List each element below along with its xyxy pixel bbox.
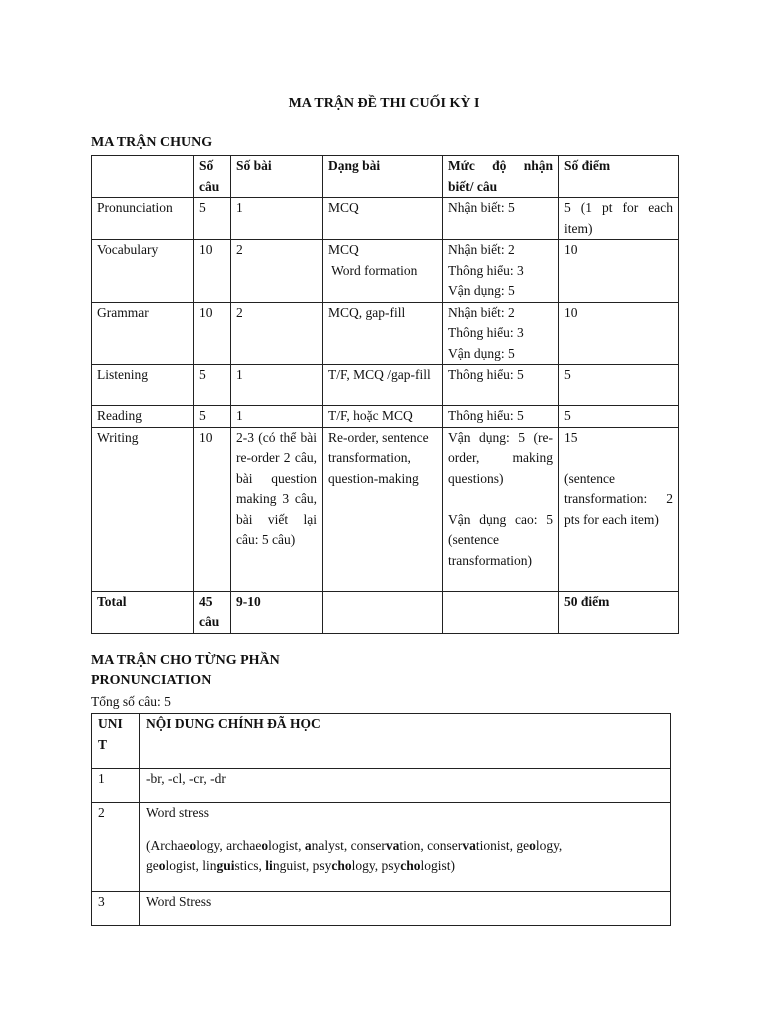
cell-so-bai: 2 [231, 302, 323, 365]
stressed-syllable: li [265, 858, 273, 873]
header-cell-content: NỘI DUNG CHÍNH ĐÃ HỌC [140, 714, 671, 769]
cell-unit: 3 [92, 892, 140, 926]
table-row-total [92, 591, 679, 633]
table-row [92, 365, 679, 406]
cell-muc-do [443, 591, 559, 633]
header-cell-muc-do: Mức độ nhận biết/ câu [443, 156, 559, 198]
header-unit-line: T [98, 736, 108, 752]
cell-dang-bai [323, 198, 443, 240]
stressed-syllable: a [304, 837, 312, 853]
general-matrix-table [91, 155, 679, 634]
cell-muc-do [443, 406, 559, 428]
cell-line: Nhận biết: 5 [448, 200, 515, 215]
cell-so-cau: 45 câu [194, 591, 231, 633]
section-heading-per-part: MA TRẬN CHO TỪNG PHẦN [91, 653, 280, 668]
stressed-syllable: o [261, 837, 269, 853]
cell-line: Thông hiểu: 5 [448, 408, 524, 423]
table-row [92, 302, 679, 365]
table-header-row [92, 156, 679, 198]
cell-line: Thông hiểu: 5 [448, 367, 524, 382]
word-fragment: logist, [268, 837, 305, 853]
cell-line: Vận dụng: 5 [448, 345, 515, 361]
word-fragment: tion, conser [399, 837, 463, 853]
stressed-syllable: o [529, 837, 536, 853]
header-cell-skill [92, 156, 194, 198]
cell-muc-do [443, 427, 559, 591]
section-heading-general-matrix: MA TRẬN CHUNG [91, 135, 213, 150]
table-header-row [92, 714, 671, 769]
table-row [92, 406, 679, 428]
cell-line: MCQ, gap-fill [328, 304, 406, 320]
cell-dang-bai [323, 302, 443, 365]
stressed-syllable: gui [216, 858, 235, 873]
word-fragment: ge [146, 858, 159, 873]
cell-muc-do [443, 302, 559, 365]
cell-so-diem: 5 [559, 365, 679, 406]
word-fragment: logy, archae [196, 837, 262, 853]
cell-skill: Reading [92, 406, 194, 428]
cell-paragraph: Vận dụng: 5 (re-order, making questions) [448, 429, 553, 486]
cell-muc-do [443, 240, 559, 303]
word-fragment: logist, lin [165, 858, 217, 873]
cell-skill: Grammar [92, 302, 194, 365]
cell-muc-do [443, 198, 559, 240]
word-fragment: stics, [234, 858, 266, 873]
word-fragment: logist) [420, 858, 455, 873]
word-fragment: logy, psy [351, 858, 401, 873]
cell-line: Thông hiểu: 3 [448, 262, 524, 278]
header-cell-so-cau: Số câu [194, 156, 231, 198]
cell-so-cau: 5 [194, 365, 231, 406]
cell-so-cau: 10 [194, 302, 231, 365]
section-heading-pronunciation: PRONUNCIATION [91, 673, 212, 688]
cell-so-bai: 1 [231, 198, 323, 240]
cell-so-cau: 5 [194, 198, 231, 240]
cell-dang-bai: Re-order, sentence transformation, question-making [323, 427, 443, 591]
header-unit-line: UNI [98, 716, 123, 731]
stressed-syllable: cho [331, 858, 352, 873]
stressed-syllable: va [462, 837, 476, 853]
cell-paragraph: (sentence transformation: 2 pts for each item) [564, 470, 673, 527]
word-fragment: (Archae [146, 837, 190, 853]
cell-line: T/F, hoặc MCQ [328, 408, 413, 423]
total-questions-text: Tổng số câu: 5 [91, 694, 171, 709]
header-cell-dang-bai: Dạng bài [323, 156, 443, 198]
cell-paragraph: 15 [564, 429, 578, 445]
cell-line: Nhận biết: 2 [448, 304, 515, 320]
cell-line: Word formation [328, 262, 418, 278]
document-title: MA TRẬN ĐỀ THI CUỐI KỲ I [288, 96, 480, 111]
table-row-writing [92, 427, 679, 591]
cell-line: Nhận biết: 2 [448, 242, 515, 257]
cell-so-diem: 50 điểm [559, 591, 679, 633]
cell-line: Word stress [146, 805, 210, 820]
stressed-syllable: va [385, 837, 400, 853]
cell-so-diem: 10 [559, 240, 679, 303]
table-row [92, 240, 679, 303]
cell-content: -br, -cl, -cr, -dr [140, 769, 671, 803]
cell-skill: Vocabulary [92, 240, 194, 303]
cell-so-cau: 5 [194, 406, 231, 428]
cell-content: Word Stress [140, 892, 671, 926]
cell-dang-bai [323, 240, 443, 303]
cell-content [140, 803, 671, 892]
cell-line: Vận dụng: 5 [448, 283, 515, 298]
stressed-syllable: o [158, 858, 166, 873]
table-row [92, 803, 671, 892]
cell-dang-bai [323, 406, 443, 428]
cell-so-bai: 2 [231, 240, 323, 303]
word-fragment: nguist, psy [272, 858, 332, 873]
header-cell-so-diem: Số điểm [559, 156, 679, 198]
cell-dang-bai [323, 365, 443, 406]
stress-word-line [146, 856, 664, 877]
pronunciation-table [91, 713, 671, 926]
cell-so-bai: 9-10 [231, 591, 323, 633]
cell-unit: 1 [92, 769, 140, 803]
cell-unit: 2 [92, 803, 140, 892]
cell-so-cau: 10 [194, 427, 231, 591]
word-fragment: nalyst, conser [311, 837, 386, 853]
cell-skill: Pronunciation [92, 198, 194, 240]
table-row [92, 769, 671, 803]
cell-paragraph: Vận dụng cao: 5 (sentence transformation) [448, 511, 553, 568]
cell-dang-bai [323, 591, 443, 633]
stressed-syllable: cho [400, 858, 421, 873]
stressed-syllable: o [189, 837, 197, 853]
cell-line: T/F, MCQ /gap-fill [328, 367, 431, 382]
stress-word-line [146, 836, 664, 857]
cell-skill: Writing [92, 427, 194, 591]
cell-so-diem: 10 [559, 302, 679, 365]
cell-so-diem: 5 (1 pt for each item) [559, 198, 679, 240]
header-cell-unit [92, 714, 140, 769]
table-row [92, 198, 679, 240]
word-fragment: logy, [535, 837, 563, 853]
cell-skill: Listening [92, 365, 194, 406]
cell-so-bai: 1 [231, 365, 323, 406]
cell-line: Thông hiểu: 3 [448, 325, 524, 340]
cell-line: MCQ [328, 242, 359, 257]
header-cell-so-bai: Số bài [231, 156, 323, 198]
cell-skill: Total [92, 591, 194, 633]
cell-so-bai: 1 [231, 406, 323, 428]
cell-so-bai: 2-3 (có thể bài re-order 2 câu, bài question making 3 câu, bài viết lại câu: 5 câu) [231, 427, 323, 591]
cell-line: MCQ [328, 200, 359, 215]
cell-so-diem [559, 427, 679, 591]
cell-so-diem: 5 [559, 406, 679, 428]
word-fragment: tionist, ge [475, 837, 530, 853]
cell-so-cau: 10 [194, 240, 231, 303]
cell-muc-do [443, 365, 559, 406]
table-row [92, 892, 671, 926]
